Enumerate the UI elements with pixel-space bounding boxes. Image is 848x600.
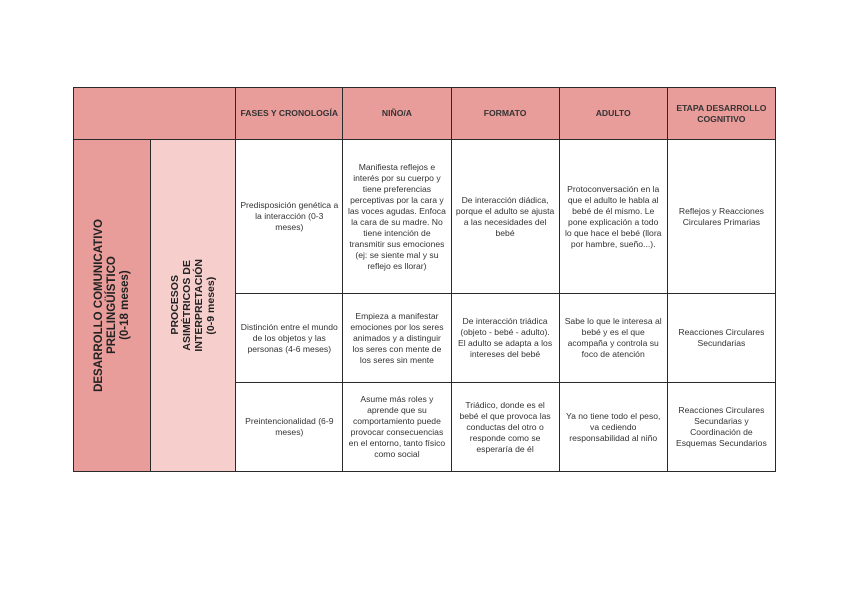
nino-cell: Empieza a manifestar emociones por los seres animados y a distinguir los seres con mente de los seres sin mente: [343, 294, 451, 383]
adulto-cell: Ya no tiene todo el peso, va cediendo responsabilidad al niño: [559, 383, 667, 472]
process-cell: [151, 140, 236, 472]
category-label: DESARROLLO COMUNICATIVO PRELINGÜÍSTICO (0-18 meses): [92, 219, 131, 392]
table-row: [74, 140, 776, 294]
header-fases: FASES Y CRONOLOGÍA: [236, 88, 343, 140]
nino-cell: Asume más roles y aprende que su comportamiento puede provocar consecuencias en el entorno, tanto físico como social: [343, 383, 451, 472]
etapa-cell: Reacciones Circulares Secundarias: [667, 294, 775, 383]
formato-cell: De interacción triádica (objeto - bebé - adulto). El adulto se adapta a los intereses del bebé: [451, 294, 559, 383]
fase-cell: Predisposición genética a la interacción (0-3 meses): [236, 140, 343, 294]
formato-cell: De interacción diádica, porque el adulto se ajusta a las necesidades del bebé: [451, 140, 559, 294]
formato-cell: Triádico, donde es el bebé el que provoca las conductas del otro o responde como se esperaría de él: [451, 383, 559, 472]
header-blank-cell: [74, 88, 236, 140]
development-table: [73, 87, 776, 472]
header-etapa: ETAPA DESARROLLO COGNITIVO: [667, 88, 775, 140]
header-row: [74, 88, 776, 140]
etapa-cell: Reacciones Circulares Secundarias y Coordinación de Esquemas Secundarios: [667, 383, 775, 472]
category-cell: [74, 140, 151, 472]
adulto-cell: Sabe lo que le interesa al bebé y es el que acompaña y controla su foco de atención: [559, 294, 667, 383]
fase-cell: Preintencionalidad (6-9 meses): [236, 383, 343, 472]
nino-cell: Manifiesta reflejos e interés por su cuerpo y tiene preferencias perceptivas por la cara y las voces agudas. Enfoca la cara de su madre. No tiene intención de transmitir sus emociones (ej: se siente mal y su reflejo es llorar): [343, 140, 451, 294]
adulto-cell: Protoconversación en la que el adulto le habla al bebé de él mismo. Le pone explicación a todo lo que hace el bebé (llora por hambre, sueño...).: [559, 140, 667, 294]
process-label: PROCESOS ASIMÉTRICOS DE INTERPRETACIÓN (0-9 meses): [169, 259, 218, 352]
header-adulto: ADULTO: [559, 88, 667, 140]
header-formato: FORMATO: [451, 88, 559, 140]
header-nino: NIÑO/A: [343, 88, 451, 140]
etapa-cell: Reflejos y Reacciones Circulares Primarias: [667, 140, 775, 294]
fase-cell: Distinción entre el mundo de los objetos y las personas (4-6 meses): [236, 294, 343, 383]
